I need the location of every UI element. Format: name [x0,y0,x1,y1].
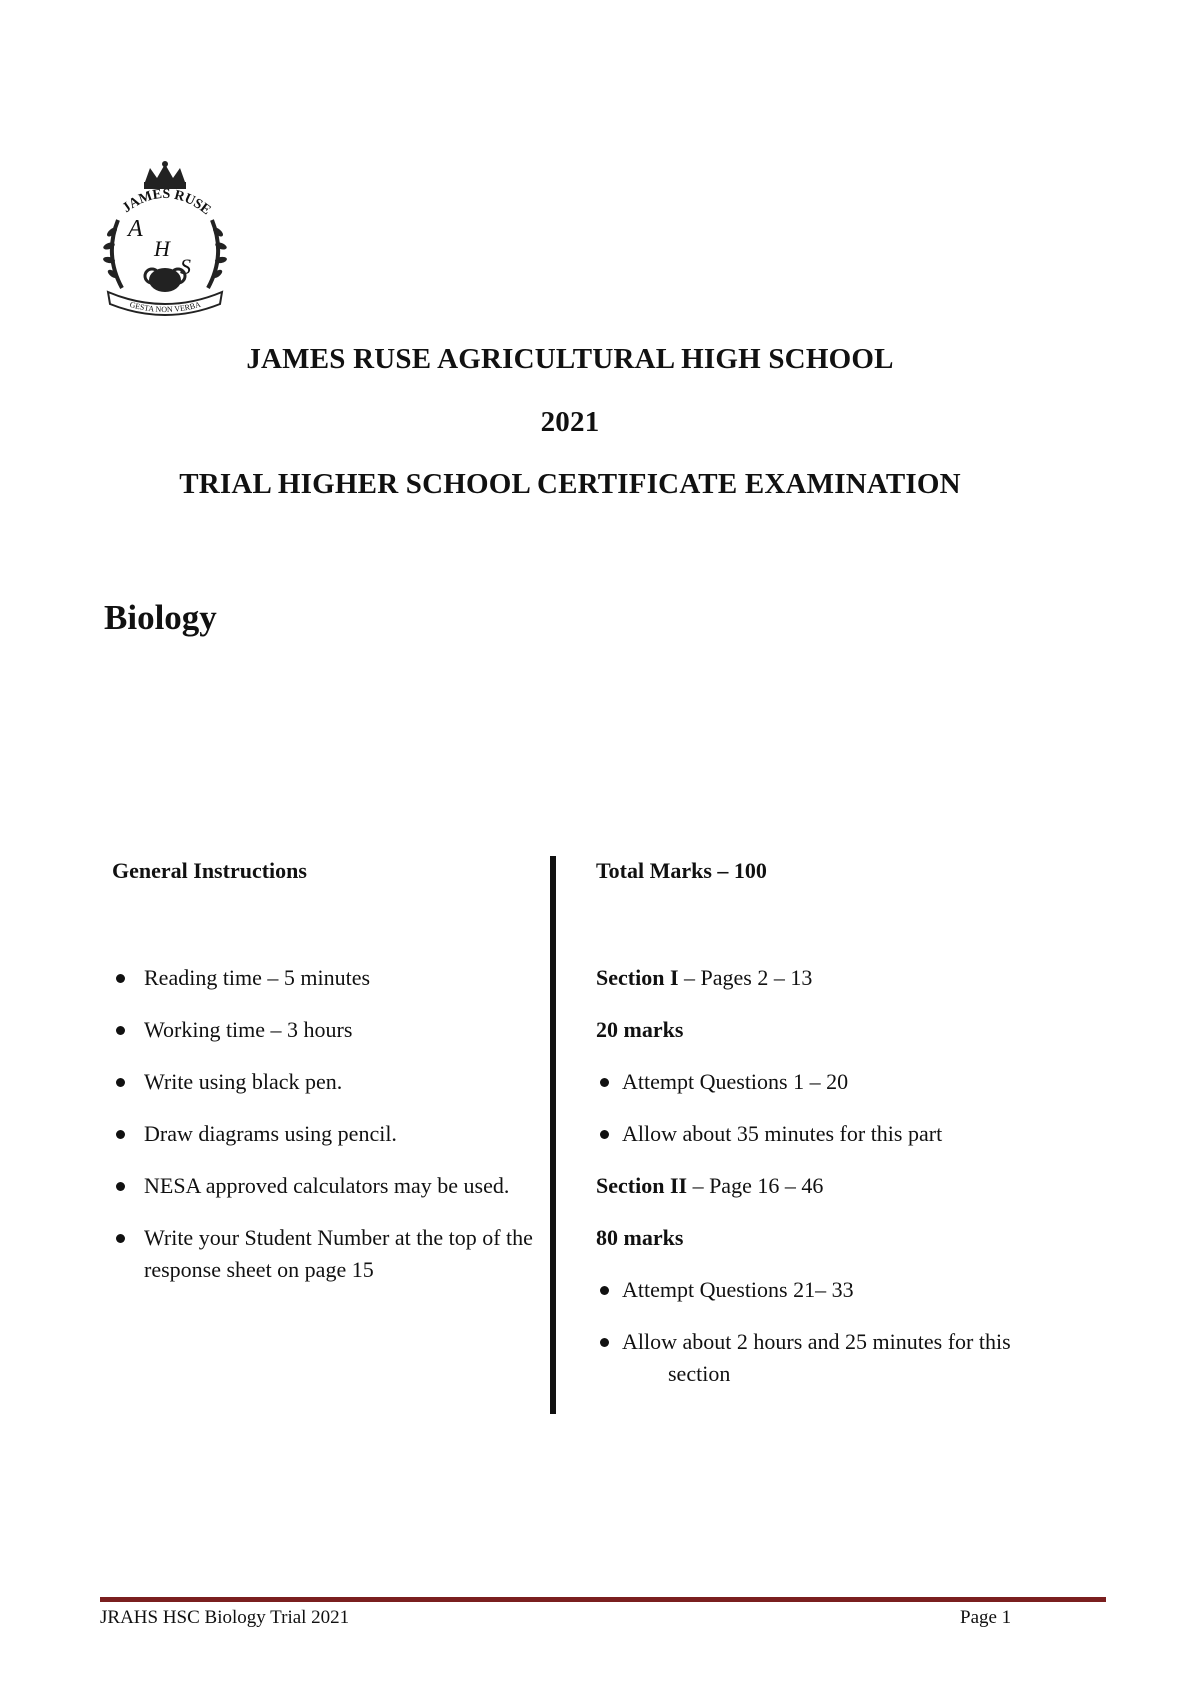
bullet-icon [116,1130,125,1139]
svg-text:S: S [180,254,191,279]
bullet-icon [600,1338,609,1347]
section-2-list [596,1274,1076,1390]
list-item [596,1326,1076,1390]
section-1-item: Attempt Questions 1 – 20 [622,1069,849,1094]
list-item [112,962,542,994]
list-item [596,1066,1076,1098]
footer-page-number: Page 1 [960,1607,1012,1628]
svg-text:GESTA NON VERBA: GESTA NON VERBA [128,299,202,315]
instruction-text: Write using black pen. [144,1069,343,1094]
general-instructions [112,858,542,1306]
list-item [112,1014,542,1046]
svg-text:A: A [128,216,143,242]
svg-text:JAMES RUSE: JAMES RUSE [119,186,214,219]
section-2-marks: 80 marks [596,1225,684,1250]
school-name: JAMES RUSE AGRICULTURAL HIGH SCHOOL [246,343,894,375]
svg-text:H: H [154,236,170,261]
bullet-icon [116,1182,125,1191]
section-2-item: Attempt Questions 21– 33 [622,1277,854,1302]
instruction-text: NESA approved calculators may be used. [144,1173,510,1198]
instruction-text: Draw diagrams using pencil. [144,1121,397,1146]
bullet-icon [600,1286,609,1295]
general-instructions-heading: General Instructions [112,858,307,883]
instruction-text: Reading time – 5 minutes [144,965,371,990]
list-item [112,1118,542,1150]
section-1-marks: 20 marks [596,1017,684,1042]
section-2-item-continued: section [668,1361,731,1386]
exam-year: 2021 [540,406,600,438]
instruction-list [112,962,542,1286]
instruction-text: Write your Student Number at the top of the response sheet on page 15 [144,1225,533,1282]
list-item [112,1222,542,1286]
marks-summary [596,858,1076,1410]
column-divider [550,856,556,1414]
section-2-item-long: Allow about 2 hours and 25 minutes for this [622,1329,1011,1354]
bullet-icon [600,1130,609,1139]
school-crest-icon [100,160,230,320]
section-2-pages: – Page 16 – 46 [687,1173,824,1198]
section-1-pages: – Pages 2 – 13 [678,965,813,990]
bullet-icon [116,1078,125,1087]
bullet-icon [116,974,125,983]
section-1-item: Allow about 35 minutes for this part [622,1121,943,1146]
section-2-label: Section II [596,1173,688,1198]
section-1-label: Section I [596,965,679,990]
bullet-icon [600,1078,609,1087]
total-marks-heading: Total Marks – 100 [596,858,767,883]
list-item [112,1170,542,1202]
section-1-list [596,1066,1076,1150]
section-1-line [596,962,1076,994]
list-item [112,1066,542,1098]
section-2-line [596,1170,1076,1202]
instruction-text: Working time – 3 hours [144,1017,353,1042]
footer-document-title: JRAHS HSC Biology Trial 2021 [100,1607,350,1628]
list-item [596,1118,1076,1150]
bullet-icon [116,1234,125,1243]
list-item [596,1274,1076,1306]
subject-title: Biology [104,598,217,637]
bullet-icon [116,1026,125,1035]
exam-title: TRIAL HIGHER SCHOOL CERTIFICATE EXAMINATION [179,468,961,500]
footer-rule [100,1597,1106,1602]
